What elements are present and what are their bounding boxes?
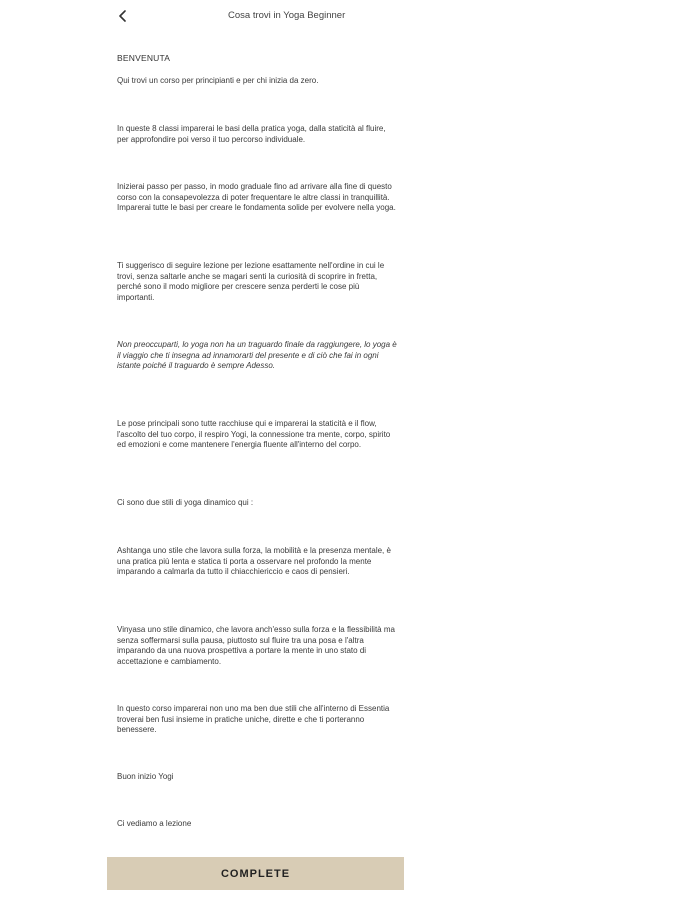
- paragraph-course-styles: In questo corso imparerai non uno ma ben due stili che all'interno di Essentia troverai ben fusi insieme in pratiche uniche, dirette e che ti porteranno benessere.: [117, 704, 390, 734]
- page-title: Cosa trovi in Yoga Beginner: [228, 10, 346, 21]
- paragraph-greeting: Buon inizio Yogi: [117, 772, 174, 781]
- section-heading: BENVENUTA: [117, 53, 171, 63]
- complete-button[interactable]: COMPLETE: [107, 857, 404, 890]
- top-bar: [0, 0, 675, 32]
- paragraph-closing: Ci vediamo a lezione: [117, 819, 192, 828]
- paragraph-order: Ti suggerisco di seguire lezione per lezione esattamente nell'ordine in cui le trovi, senza saltarle anche se magari senti la curiosità di scoprire in fretta, perché sono il modo migliore per crescere senza perderti le cose più importanti.: [117, 261, 385, 302]
- paragraph-ashtanga: Ashtanga uno stile che lavora sulla forza, la mobilità e la presenza mentale, è una pratica più lenta e statica ti porta a osservare nel profondo la mente imparando a calmarla da tutto il chiacchiericcio e caos di pensieri.: [117, 546, 391, 576]
- paragraph-styles-intro: Ci sono due stili di yoga dinamico qui :: [117, 498, 254, 507]
- paragraph-vinyasa: Vinyasa uno stile dinamico, che lavora anch'esso sulla forza e la flessibilità ma senza soffermarsi sulla pausa, piuttosto sul fluire tra una posa e l'altra imparando da una nuova prospettiva a portare la mente in uno stato di accettazione e cambiamento.: [117, 625, 395, 666]
- paragraph-journey: Non preoccuparti, lo yoga non ha un traguardo finale da raggiungere, lo yoga è il viaggio che ti insegna ad innamorarti del presente e di ciò che fai in ogni istante poiché il traguardo è sempre Adesso.: [117, 340, 397, 370]
- paragraph-intro: Qui trovi un corso per principianti e per chi inizia da zero.: [117, 76, 319, 85]
- paragraph-gradual: Inizierai passo per passo, in modo graduale fino ad arrivare alla fine di questo corso con la consapevolezza di poter frequentare le altre classi in tranquillità. Imparerai tutte le basi per creare le fondamenta solide per evolvere nella yoga.: [117, 182, 396, 212]
- paragraph-poses: Le pose principali sono tutte racchiuse qui e imparerai la staticità e il flow, l'ascolto del tuo corpo, il respiro Yogi, la connessione tra mente, corpo, spirito ed emozioni e come mantenere l'energia fluente all'interno del corpo.: [117, 419, 391, 449]
- back-button[interactable]: [112, 6, 134, 26]
- paragraph-classes: In queste 8 classi imparerai le basi della pratica yoga, dalla staticità al fluire, per approfondire poi verso il tuo percorso individuale.: [117, 124, 386, 144]
- chevron-left-icon: [118, 10, 128, 22]
